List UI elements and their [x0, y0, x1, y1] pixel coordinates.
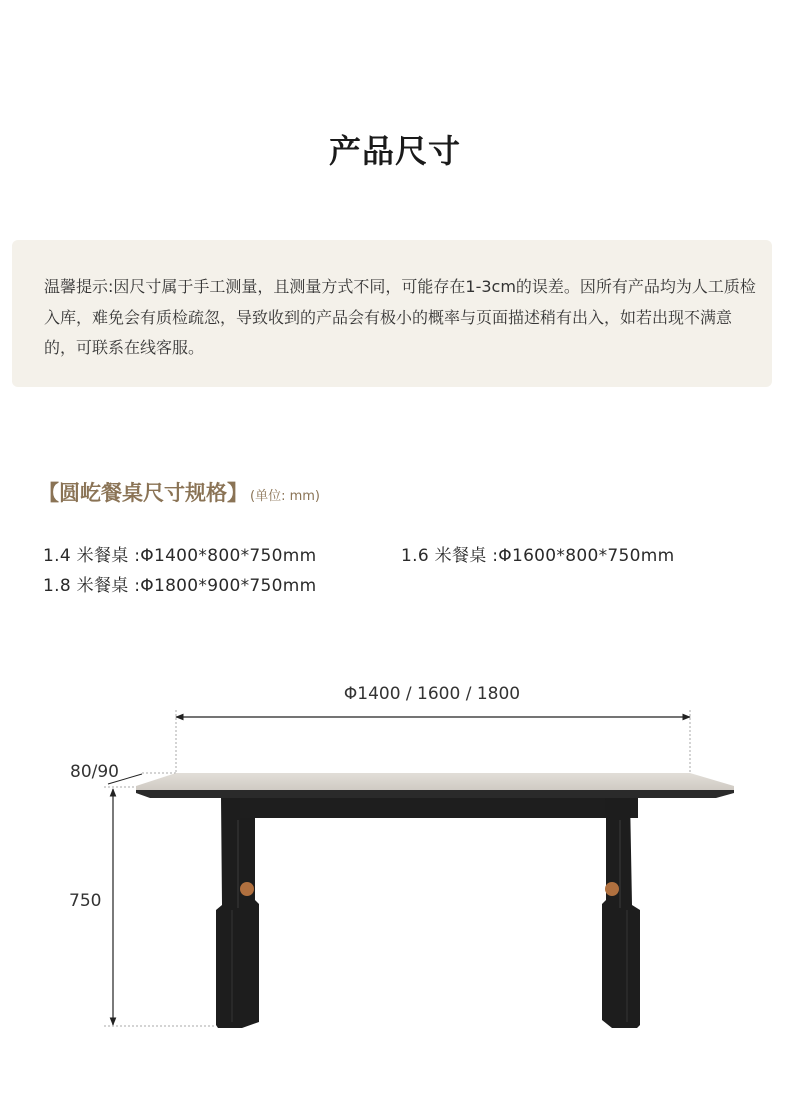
thickness-label: 80/90	[70, 762, 119, 782]
table-illustration	[136, 773, 734, 1028]
right-leg	[602, 797, 640, 1028]
spec-unit: (单位: mm)	[250, 489, 320, 504]
spec-title: 【圆屹餐桌尺寸规格】	[38, 481, 248, 505]
tabletop-edge	[136, 790, 734, 798]
table-dimension-diagram	[0, 660, 790, 1060]
spec-line-1600: 1.6 米餐桌 :Φ1600*800*750mm	[401, 546, 675, 566]
page-title: 产品尺寸	[328, 132, 461, 170]
spec-heading	[38, 477, 320, 507]
height-label: 750	[69, 891, 102, 911]
right-wood-knob	[605, 882, 619, 896]
spec-line-1400: 1.4 米餐桌 :Φ1400*800*750mm	[43, 546, 317, 566]
table-apron	[226, 795, 638, 818]
width-label: Φ1400 / 1600 / 1800	[343, 684, 521, 704]
left-wood-knob	[240, 882, 254, 896]
tabletop	[136, 773, 734, 790]
spec-line-1800: 1.8 米餐桌 :Φ1800*900*750mm	[43, 576, 317, 596]
notice-text: 温馨提示:因尺寸属于手工测量，且测量方式不同，可能存在1-3cm的误差。因所有产品均为人工质检入库，难免会有质检疏忽，导致收到的产品会有极小的概率与页面描述稍有出入，如若出现不满意的，可联系在线客服。	[44, 277, 756, 357]
notice-box	[12, 240, 772, 387]
